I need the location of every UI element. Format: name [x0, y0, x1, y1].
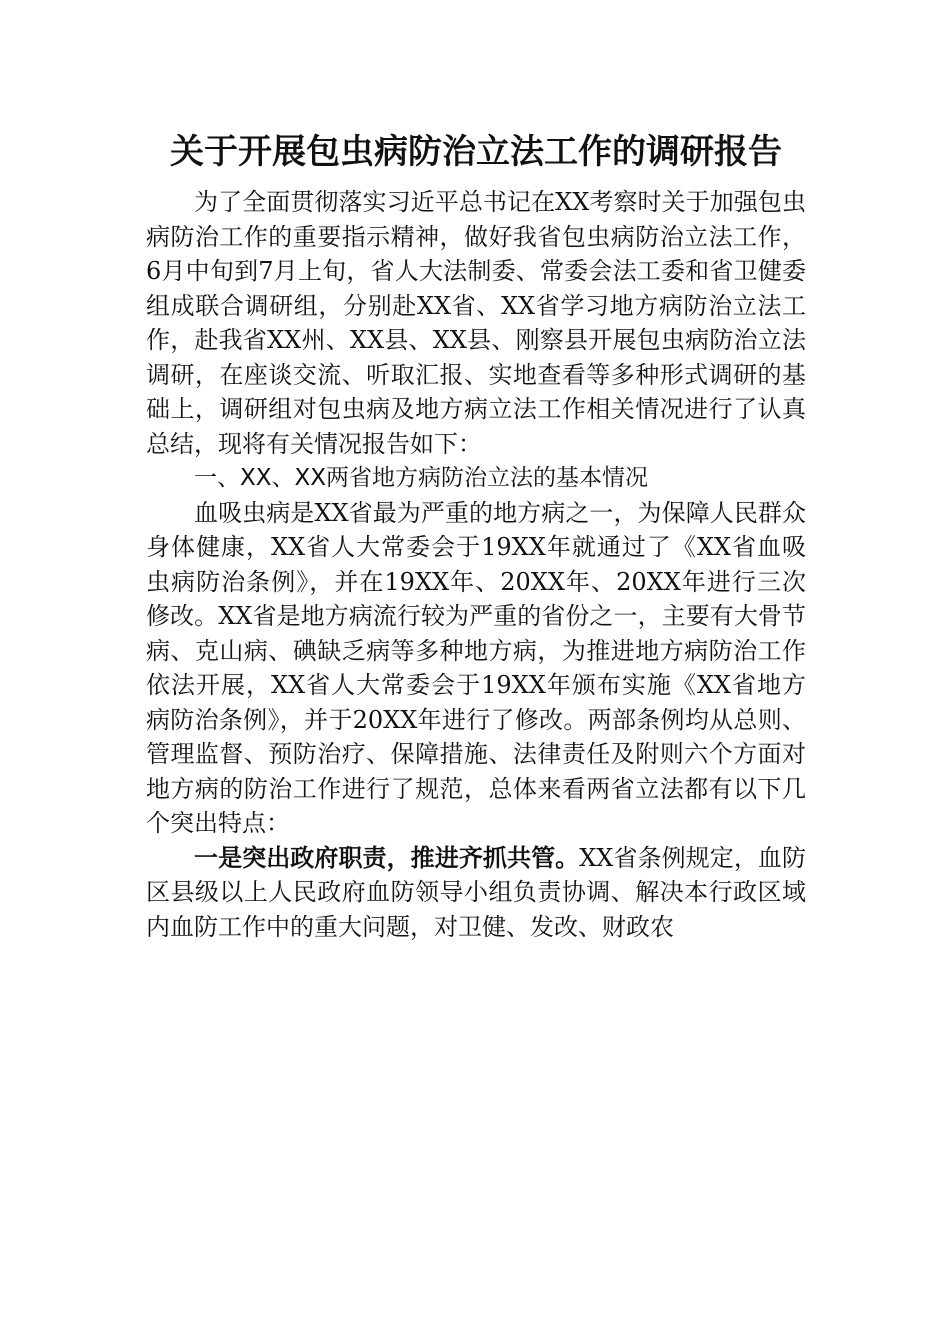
- section-heading-1: 一、XX、XX两省地方病防治立法的基本情况: [194, 465, 649, 491]
- point-1-paragraph: [146, 841, 806, 945]
- section-1-paragraph: 血吸虫病是XX省最为严重的地方病之一，为保障人民群众身体健康，XX省人大常委会于19XX年就通过了《XX省血吸虫病防治条例》，并在19XX年、20XX年、20XX年进行三次修改。XX省是地方病流行较为严重的省份之一，主要有大骨节病、克山病、碘缺乏病等多种地方病，为推进地方病防治工作依法开展，XX省人大常委会于19XX年颁布实施《XX省地方病防治条例》，并于20XX年进行了修改。两部条例均从总则、管理监督、预防治疗、保障措施、法律责任及附则六个方面对地方病的防治工作进行了规范，总体来看两省立法都有以下几个突出特点：: [146, 498, 806, 837]
- point-1-lead: 一是突出政府职责，推进齐抓共管。: [194, 843, 580, 872]
- intro-paragraph: 为了全面贯彻落实习近平总书记在XX考察时关于加强包虫病防治工作的重要指示精神，做好我省包虫病防治立法工作，6月中旬到7月上旬，省人大法制委、常委会法工委和省卫健委组成联合调研组，分别赴XX省、XX省学习地方病防治立法工作，赴我省XX州、XX县、XX县、刚察县开展包虫病防治立法调研，在座谈交流、听取汇报、实地查看等多种形式调研的基础上，调研组对包虫病及地方病立法工作相关情况进行了认真总结，现将有关情况报告如下：: [146, 188, 806, 458]
- point-1-text: XX省条例规定，血防区县级以上人民政府血防领导小组负责协调、解决本行政区域内血防工作中的重大问题，对卫健、发改、财政农: [146, 843, 806, 941]
- document-title: 关于开展包虫病防治立法工作的调研报告: [170, 132, 782, 172]
- document-page: [146, 124, 806, 944]
